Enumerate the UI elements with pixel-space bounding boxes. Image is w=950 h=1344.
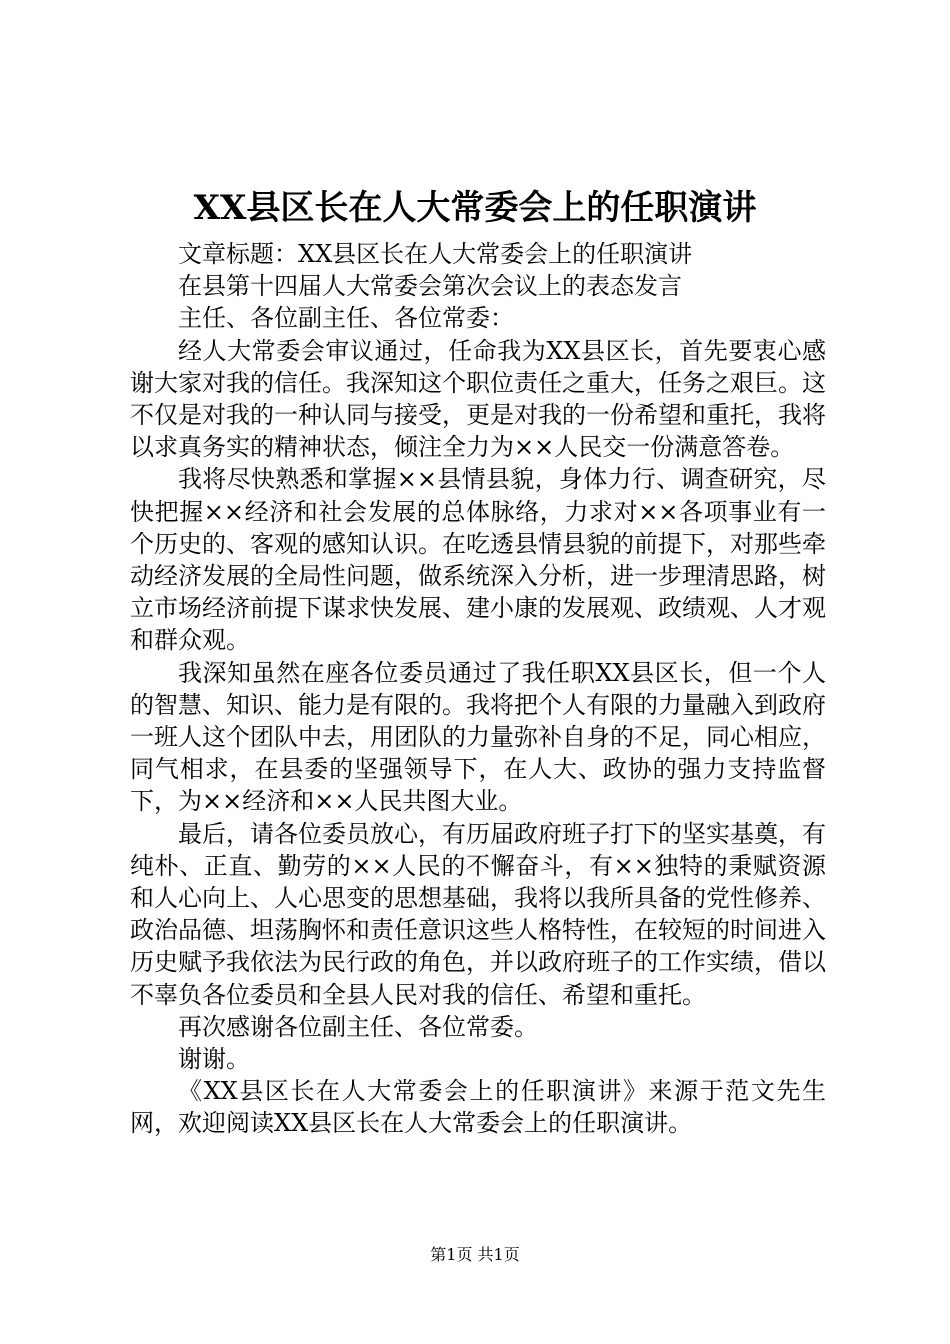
paragraph-thanks: 谢谢。: [178, 1045, 250, 1074]
paragraph-salutation: 主任、各位副主任、各位常委：: [178, 304, 514, 333]
paragraph-body-1: 经人大常委会审议通过，任命我为XX县区长，首先要衷心感谢大家对我的信任。我深知这个职位责任之重大，任务之艰巨。这不仅是对我的一种认同与接受，更是对我的一份希望和重托，我将以求真务实的精神状态，倾注全力为××人民交一份满意答卷。: [130, 336, 826, 462]
paragraph-body-2: 我将尽快熟悉和掌握××县情县貌，身体力行、调查研究，尽快把握××经济和社会发展的总体脉络，力求对××各项事业有一个历史的、客观的感知认识。在吃透县情县貌的前提下，对那些牵动经济发展的全局性问题，做系统深入分析，进一步理清思路，树立市场经济前提下谋求快发展、建小康的发展观、政绩观、人才观和群众观。: [130, 465, 826, 655]
paragraph-body-4: 最后，请各位委员放心，有历届政府班子打下的坚实基奠，有纯朴、正直、勤劳的××人民的不懈奋斗，有××独特的秉赋资源和人心向上、人心思变的思想基础，我将以我所具备的党性修养、政治品德、坦荡胸怀和责任意识这些人格特性，在较短的时间进入历史赋予我依法为民行政的角色，并以政府班子的工作实绩，借以不辜负各位委员和全县人民对我的信任、希望和重托。: [130, 819, 826, 1009]
page-footer: 第1页 共1页: [430, 1245, 520, 1264]
paragraph-thanks-again: 再次感谢各位副主任、各位常委。: [178, 1012, 538, 1041]
paragraph-subtitle: 在县第十四届人大常委会第次会议上的表态发言: [178, 272, 682, 301]
paragraph-source-note: 《XX县区长在人大常委会上的任职演讲》来源于范文先生网，欢迎阅读XX县区长在人大常委会上的任职演讲。: [130, 1077, 826, 1138]
document-body: [130, 238, 826, 1140]
document-title: XX县区长在人大常委会上的任职演讲: [193, 188, 757, 228]
paragraph-body-3: 我深知虽然在座各位委员通过了我任职XX县区长，但一个人的智慧、知识、能力是有限的。我将把个人有限的力量融入到政府一班人这个团队中去，用团队的力量弥补自身的不足，同心相应，同气相求，在县委的坚强领导下，在人大、政协的强力支持监督下，为××经济和××人民共图大业。: [130, 658, 826, 816]
paragraph-article-title: 文章标题：XX县区长在人大常委会上的任职演讲: [178, 240, 693, 268]
